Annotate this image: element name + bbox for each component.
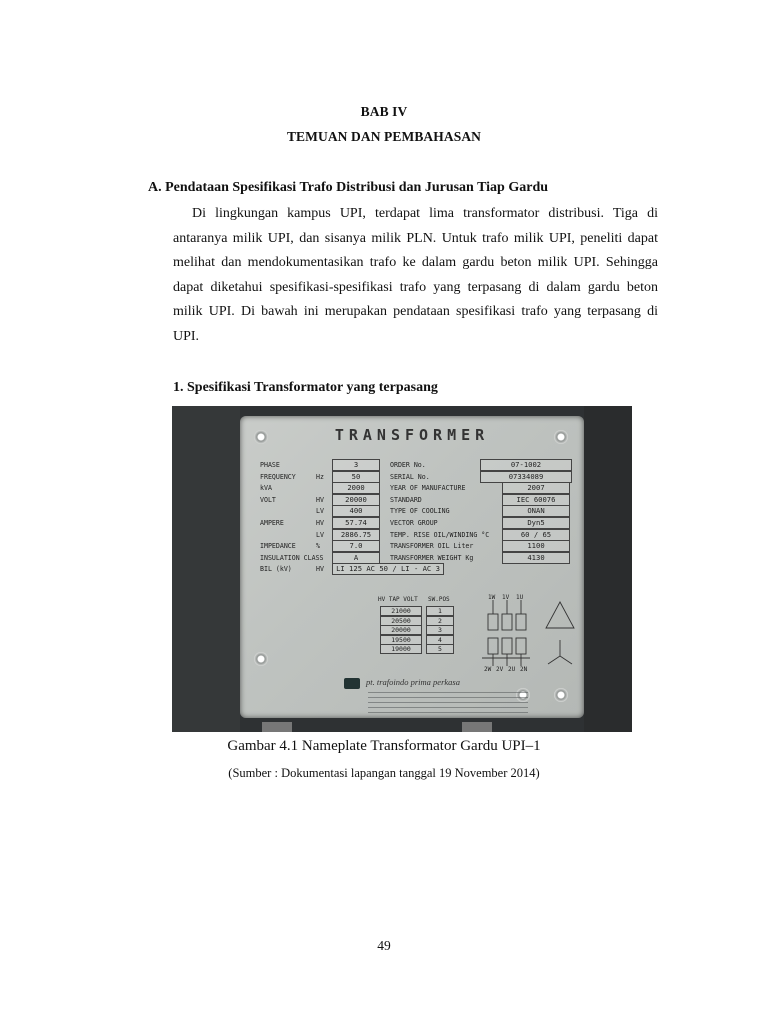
spec-label: VECTOR GROUP (390, 519, 438, 527)
bolt-icon (554, 688, 568, 702)
tap-position: 3 (426, 625, 454, 635)
spec-value: Dyn5 (502, 517, 570, 529)
manufacturer-logo (344, 678, 360, 689)
spec-value: LI 125 AC 50 / LI - AC 3 (332, 563, 444, 575)
tap-header-volt: HV TAP VOLT (378, 596, 418, 603)
spec-label: FREQUENCY (260, 472, 296, 481)
body-paragraph (173, 202, 658, 350)
winding-label-2w: 2W (484, 666, 492, 673)
page-number: 49 (377, 938, 391, 953)
spec-value: 07-1002 (480, 459, 572, 471)
spec-value: 20000 (332, 494, 380, 506)
spec-label: TRANSFORMER WEIGHT Kg (390, 553, 474, 562)
manufacturer-name: pt. trafoindo prima perkasa (366, 677, 460, 687)
spec-value: 3 (332, 459, 380, 471)
tap-table (376, 596, 460, 664)
spec-value: 2000 (332, 482, 380, 494)
nameplate-photo (172, 406, 632, 732)
subsection-heading: 1. Spesifikasi Transformator yang terpasang (173, 380, 438, 395)
spec-label: STANDARD (390, 495, 422, 504)
spec-value: 2007 (502, 482, 570, 494)
winding-label-2v: 2V (496, 666, 504, 673)
tap-volt: 21000 (380, 606, 422, 616)
spec-label: PHASE (260, 461, 280, 469)
spec-value: 60 / 65 (502, 529, 570, 541)
spec-value: ONAN (502, 505, 570, 517)
spec-value: A (332, 552, 380, 564)
spec-value: 57.74 (332, 517, 380, 529)
spec-value: 400 (332, 505, 380, 517)
manufacturer-address (368, 692, 528, 714)
spec-label: BIL (kV) (260, 565, 292, 574)
tap-volt: 20500 (380, 616, 422, 626)
spec-value: 2886.75 (332, 529, 380, 541)
spec-label: TYPE OF COOLING (390, 507, 450, 516)
chapter-title: TEMUAN DAN PEMBAHASAN (286, 129, 482, 144)
spec-label: AMPERE (260, 519, 284, 527)
spec-value: 50 (332, 471, 380, 483)
spec-unit: Hz (316, 472, 324, 481)
spec-label: YEAR OF MANUFACTURE (390, 484, 466, 493)
tap-position: 2 (426, 616, 454, 626)
spec-unit: LV (316, 530, 324, 539)
tap-volt: 19500 (380, 635, 422, 645)
spec-label: ORDER No. (390, 461, 426, 469)
tap-position: 1 (426, 606, 454, 616)
nameplate-title: TRANSFORMER (334, 426, 490, 444)
spec-unit: HV (316, 495, 324, 504)
tap-header-pos: SW.POS (428, 596, 450, 603)
spec-unit: HV (316, 565, 324, 574)
spec-label: kVA (260, 484, 272, 493)
tap-volt: 20000 (380, 625, 422, 635)
spec-value: IEC 60076 (502, 494, 570, 506)
spec-label: TRANSFORMER OIL Liter (390, 542, 474, 551)
figure-source: (Sumber : Dokumentasi lapangan tanggal 19 November 2014) (228, 766, 540, 780)
tap-position: 4 (426, 635, 454, 645)
winding-label-2u: 2U (508, 666, 516, 673)
chapter-number: BAB IV (360, 104, 408, 119)
spec-label: VOLT (260, 495, 276, 504)
spec-unit: % (316, 542, 320, 551)
bolt-icon (254, 652, 268, 666)
nameplate (240, 416, 584, 718)
spec-value: 7.0 (332, 540, 380, 552)
winding-label-1w: 1W (488, 594, 496, 601)
spec-label: SERIAL No. (390, 472, 430, 481)
spec-label: IMPEDANCE (260, 542, 296, 551)
spec-unit: HV (316, 519, 324, 527)
spec-unit: LV (316, 507, 324, 516)
spec-label: INSULATION CLASS (260, 553, 324, 562)
winding-label-1v: 1V (502, 594, 510, 601)
winding-label-2n: 2N (520, 666, 528, 673)
paragraph-text: Di lingkungan kampus UPI, terdapat lima transformator distribusi. Tiga di antaranya milik UPI, dan sisanya milik PLN. Untuk trafo milik UPI, peneliti dapat melihat dan mendokumentasikan trafo ke dalam gardu beton milik UPI. Sehingga dapat diketahui spesifikasi-spesifikasi trafo yang terpasang di dalam gardu beton milik UPI. Di bawah ini merupakan pendataan spesifikasi trafo yang terpasang di UPI. (173, 206, 658, 344)
spec-value: 4130 (502, 552, 570, 564)
spec-value: 07334089 (480, 471, 572, 483)
figure-caption: Gambar 4.1 Nameplate Transformator Gardu UPI–1 (227, 738, 541, 754)
winding-label-1u: 1U (516, 594, 524, 601)
section-heading: A. Pendataan Spesifikasi Trafo Distribusi dan Jurusan Tiap Gardu (148, 180, 549, 195)
spec-value: 1100 (502, 540, 570, 552)
tap-volt: 19000 (380, 644, 422, 654)
spec-label: TEMP. RISE OIL/WINDING °C (390, 530, 490, 539)
tap-position: 5 (426, 644, 454, 654)
